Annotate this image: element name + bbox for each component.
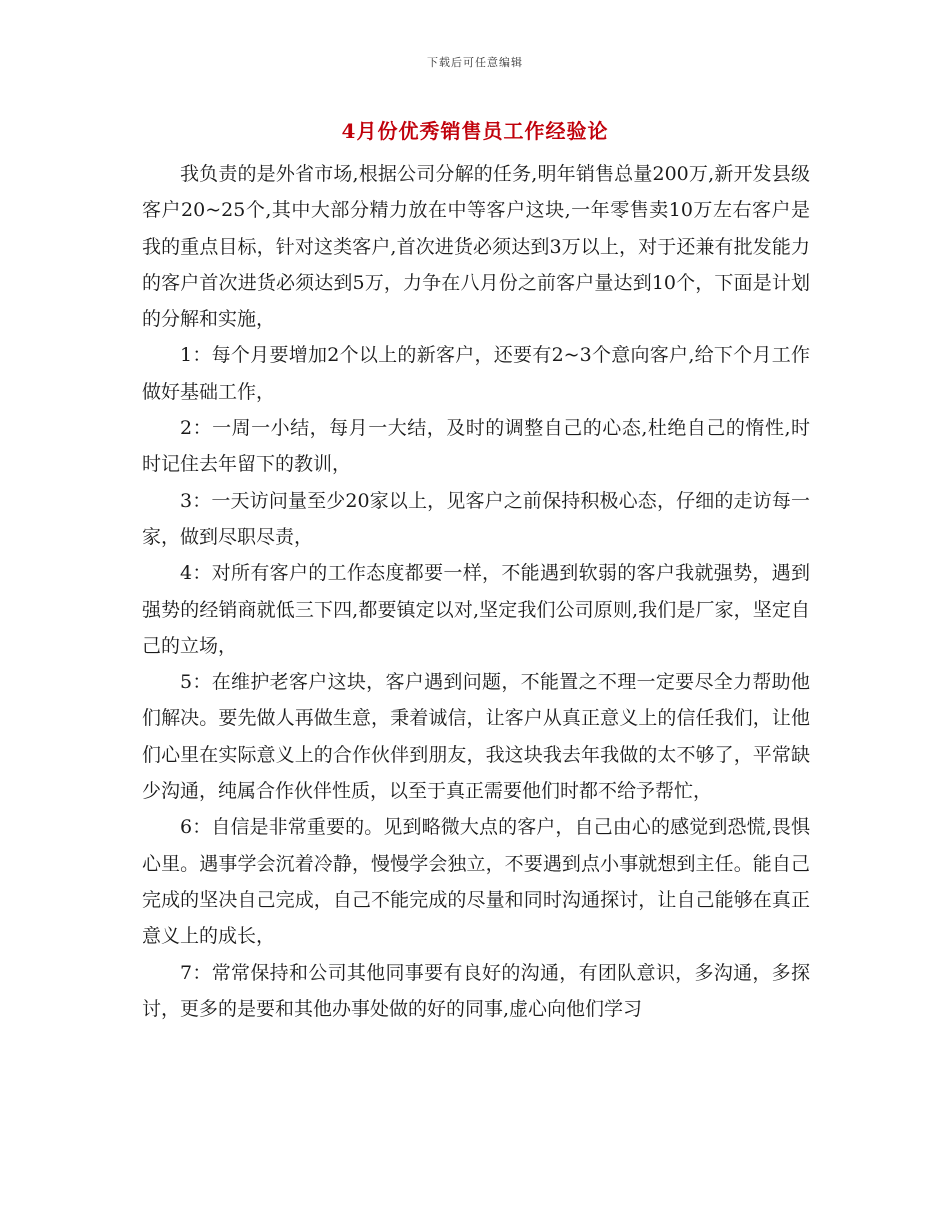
page-header-note: 下载后可任意编辑: [427, 56, 523, 69]
paragraph-item-6: 6：自信是非常重要的。见到略微大点的客户，自己由心的感觉到恐慌,畏惧心里。遇事学会沉着冷静，慢慢学会独立，不要遇到点小事就想到主任。能自己完成的坚决自己完成，自己不能完成的尽量和同时沟通探讨，让自己能够在真正意义上的成长，: [142, 816, 810, 948]
paragraph-intro: 我负责的是外省市场,根据公司分解的任务,明年销售总量200万,新开发县级客户20~25个,其中大部分精力放在中等客户这块,一年零售卖10万左右客户是我的重点目标，针对这类客户,首次进货必须达到3万以上，对于还兼有批发能力的客户首次进货必须达到5万，力争在八月份之前客户量达到10个，下面是计划的分解和实施，: [142, 163, 810, 331]
paragraph-item-1: 1：每个月要增加2个以上的新客户，还要有2~3个意向客户,给下个月工作做好基础工作，: [142, 344, 810, 403]
document-body: [142, 156, 810, 1027]
paragraph-item-4: 4：对所有客户的工作态度都要一样，不能遇到软弱的客户我就强势，遇到强势的经销商就低三下四,都要镇定以对,坚定我们公司原则,我们是厂家，坚定自己的立场，: [142, 562, 810, 657]
paragraph-item-2: 2：一周一小结，每月一大结，及时的调整自己的心态,杜绝自己的惰性,时时记住去年留下的教训，: [142, 417, 810, 476]
paragraph-item-5: 5：在维护老客户这块，客户遇到问题，不能置之不理一定要尽全力帮助他们解决。要先做人再做生意，秉着诚信，让客户从真正意义上的信任我们，让他们心里在实际意义上的合作伙伴到朋友，我这块我去年我做的太不够了，平常缺少沟通，纯属合作伙伴性质，以至于真正需要他们时都不给予帮忙，: [142, 671, 810, 803]
paragraph-item-7: 7：常常保持和公司其他同事要有良好的沟通，有团队意识，多沟通，多探讨，更多的是要和其他办事处做的好的同事,虚心向他们学习: [142, 961, 810, 1020]
paragraph-item-3: 3：一天访问量至少20家以上，见客户之前保持积极心态，仔细的走访每一家，做到尽职尽责，: [142, 489, 810, 548]
document-title: 4月份优秀销售员工作经验论: [341, 119, 609, 143]
